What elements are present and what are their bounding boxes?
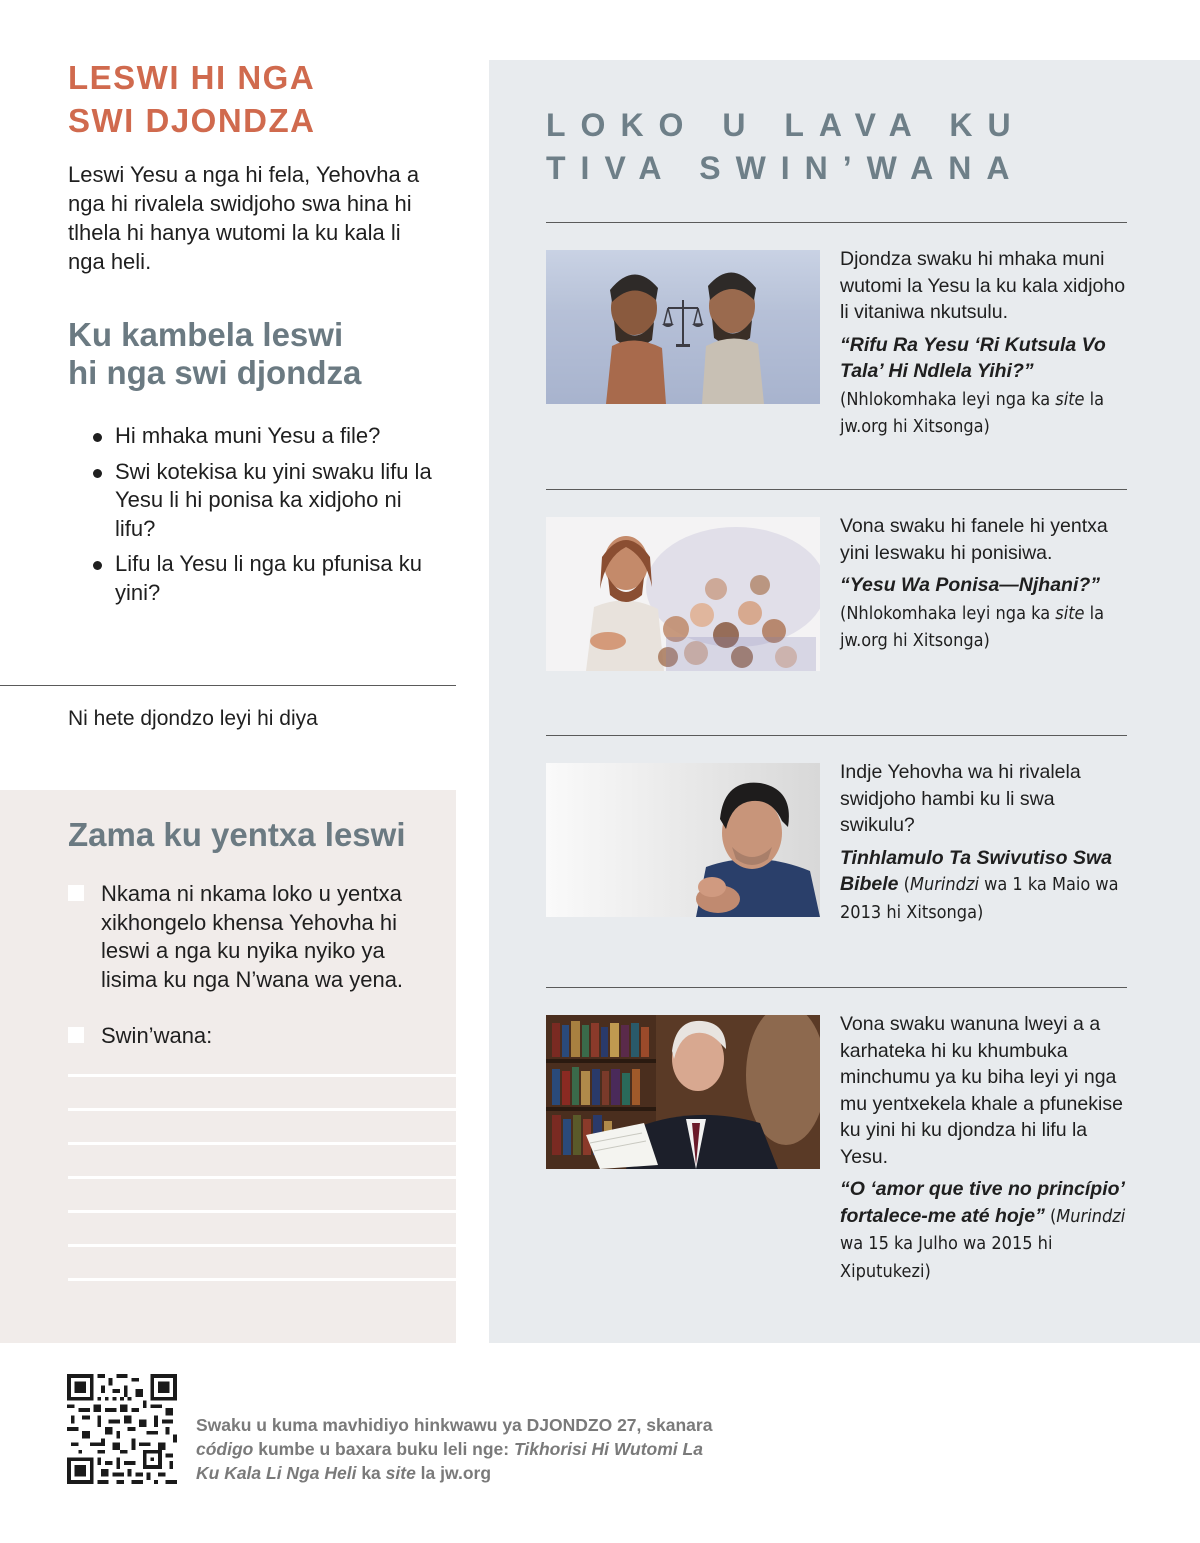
review-title-line1: Ku kambela leswi: [68, 316, 344, 353]
resource-text: [840, 246, 1130, 441]
task-item: [68, 880, 438, 994]
writing-line[interactable]: [68, 1176, 456, 1179]
two-men-scales-illustration: [546, 250, 820, 404]
resource-source-note: (Nhlokomhaka leyi nga ka site la jw.org hi Xitsonga): [840, 602, 1105, 651]
resource-link-title[interactable]: Tinhlamulo Ta Swivutiso Swa Bibele: [840, 846, 1112, 895]
learn-title-line2: SWI DJONDZA: [68, 102, 316, 139]
learn-intro: Leswi Yesu a nga hi fela, Yehovha a nga hi rivalela swidjoho swa hina hi tlhela hi hanya wutomi la ku kala li nga heli.: [68, 162, 420, 274]
resource-link-title[interactable]: “Yesu Wa Ponisa—Njhani?”: [840, 574, 1101, 596]
more-title-line2: TIVA SWIN’WANA: [546, 150, 1025, 186]
divider: [546, 735, 1127, 736]
book-title-link[interactable]: Tikhorisi Hi Wutomi La Ku Kala Li Nga Heli: [196, 1439, 703, 1483]
older-man-reading-image[interactable]: [546, 1015, 820, 1169]
checkbox[interactable]: [68, 885, 84, 901]
review-question: Lifu la Yesu li nga ku pfunisa ku yini?: [92, 550, 432, 607]
writing-line[interactable]: [68, 1142, 456, 1145]
writing-line[interactable]: [68, 1108, 456, 1111]
man-praying-image[interactable]: [546, 763, 820, 917]
review-title: [68, 316, 448, 392]
more-title-line1: LOKO U LAVA KU: [546, 107, 1026, 143]
writing-line[interactable]: [68, 1244, 456, 1247]
man-praying-photo: [546, 763, 820, 917]
review-question: Swi kotekisa ku yini swaku lifu la Yesu li hi ponisa ka xidjoho ni lifu?: [92, 458, 432, 544]
learn-title: [68, 56, 448, 142]
resource-description: Indje Yehovha wa hi rivalela swidjoho hambi ku li swa swikulu?: [840, 761, 1081, 836]
resource-link-title[interactable]: “O ‘amor que tive no princípio’ fortalece-me até hoje”: [840, 1178, 1125, 1227]
task-item: [68, 1022, 438, 1051]
task-item-text: Swin’wana:: [101, 1023, 213, 1048]
jesus-with-people-image[interactable]: [546, 517, 820, 671]
resource-source-note: (Murindzi wa 15 ka Julho wa 2015 hi Xiputukezi): [840, 1205, 1126, 1282]
two-men-scales-image[interactable]: [546, 250, 820, 404]
older-man-reading-photo: [546, 1015, 820, 1169]
checkbox[interactable]: [68, 1027, 84, 1043]
writing-line[interactable]: [68, 1210, 456, 1213]
resource-description: Djondza swaku hi mhaka muni wutomi la Yesu la ku kala xidjoho li vitaniwa nkutsulu.: [840, 248, 1126, 323]
more-title: [546, 104, 1146, 190]
task-title: Zama ku yentxa leswi: [68, 816, 406, 853]
resource-source-note: (Murindzi wa 1 ka Maio wa 2013 hi Xitsonga): [840, 874, 1119, 923]
review-title-line2: hi nga swi djondza: [68, 354, 362, 391]
learn-title-line1: LESWI HI NGA: [68, 59, 316, 96]
review-question-list: [92, 422, 432, 614]
resource-text: [840, 513, 1130, 655]
qr-code-icon[interactable]: [67, 1374, 177, 1484]
divider: [546, 987, 1127, 988]
resource-description: Vona swaku wanuna lweyi a a karhateka hi ku khumbuka minchumu ya ku biha leyi yi nga mu yentxekela khale a pfunekise ku yini hi ku djondza hi lifu la Yesu.: [840, 1013, 1123, 1168]
jesus-with-people-illustration: [546, 517, 820, 671]
footer-video-note: Swaku u kuma mavhidiyo hinkwawu ya DJONDZO 27, skanara código kumbe u baxara buku leli nge: Tikhorisi Hi Wutomi La Ku Kala Li Nga Heli ka site la jw.org: [196, 1415, 713, 1483]
writing-line[interactable]: [68, 1278, 456, 1281]
divider: [0, 685, 456, 686]
resource-text: [840, 1011, 1130, 1285]
review-question: Hi mhaka muni Yesu a file?: [92, 422, 432, 451]
resource-description: Vona swaku hi fanele hi yentxa yini leswaku hi ponisiwa.: [840, 515, 1108, 564]
task-box: [0, 790, 456, 1343]
resource-link-title[interactable]: “Rifu Ra Yesu ‘Ri Kutsula Vo Tala’ Hi Ndlela Yihi?”: [840, 333, 1106, 382]
resource-text: [840, 759, 1130, 926]
divider: [546, 222, 1127, 223]
resource-source-note: (Nhlokomhaka leyi nga ka site la jw.org hi Xitsonga): [840, 388, 1105, 437]
writing-line[interactable]: [68, 1074, 456, 1077]
date-completed-prompt: Ni hete djondzo leyi hi diya: [68, 707, 318, 730]
divider: [546, 489, 1127, 490]
task-item-text: Nkama ni nkama loko u yentxa xikhongelo khensa Yehovha hi leswi a nga ku nyika nyiko ya lisima ku nga N’wana wa yena.: [101, 881, 404, 992]
